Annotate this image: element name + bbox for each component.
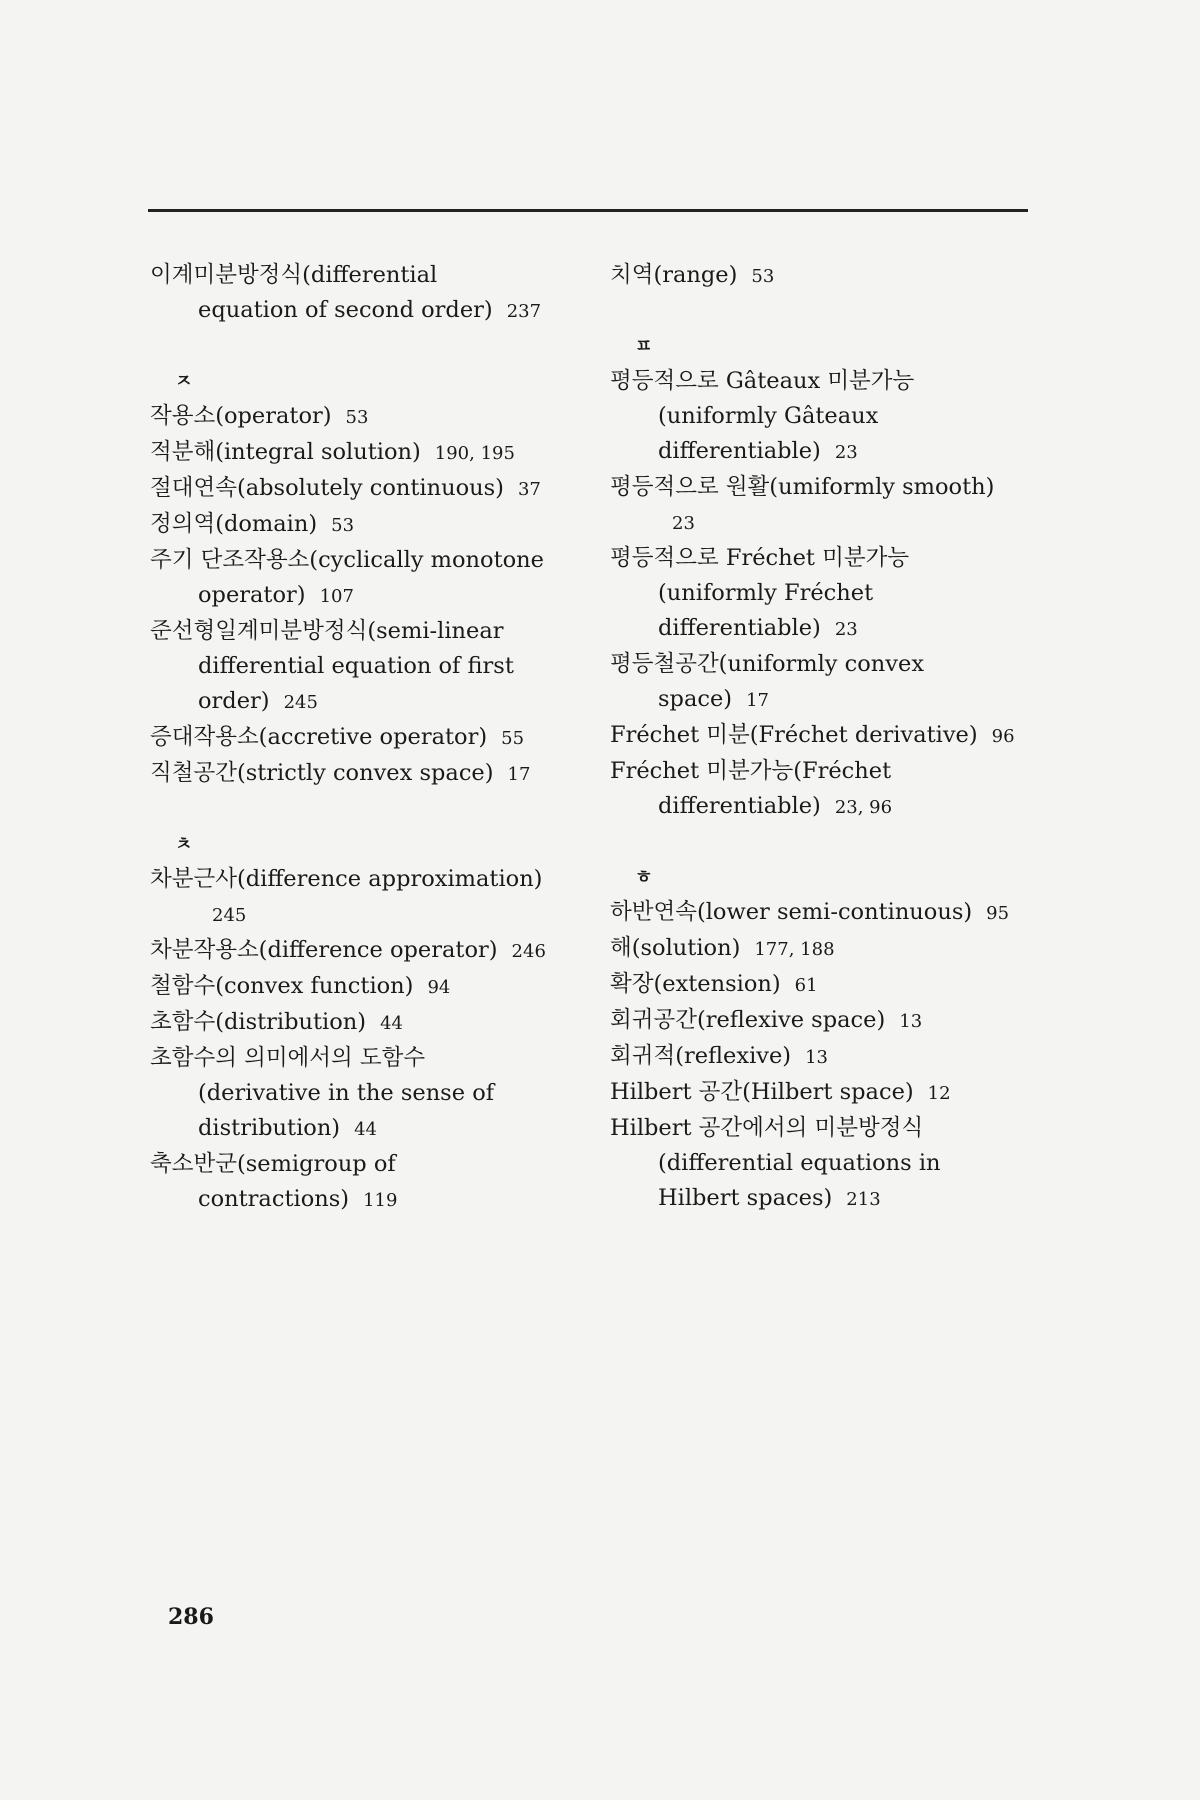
entry-term: 이계미분방정식(differential: [150, 262, 438, 288]
entry-term: 차분작용소(difference operator): [150, 937, 498, 963]
entry-page-ref: 23: [834, 619, 858, 640]
entry-term: 준선형일계미분방정식(semi-linear: [150, 618, 504, 644]
entry-term-continuation: differentiable) 23: [658, 615, 858, 641]
section-heading-j: ㅈ: [175, 371, 193, 392]
entry-term: 철함수(convex function): [150, 973, 414, 999]
entries-top-right: [610, 258, 1050, 294]
entry-term: 직철공간(strictly convex space): [150, 760, 494, 786]
entry-term-continuation: differential equation of first: [198, 653, 514, 679]
entry-page-ref: 96: [991, 726, 1015, 747]
entry-page-ref: 245: [212, 905, 247, 926]
index-entry: [150, 614, 590, 720]
header-rule: [148, 209, 1028, 212]
entry-term-continuation: space) 17: [658, 686, 769, 712]
entry-term: 적분해(integral solution): [150, 439, 421, 465]
index-entry: [150, 1005, 590, 1041]
entry-term: 확장(extension): [610, 971, 781, 997]
index-entry: [150, 862, 590, 933]
index-column-left: [150, 258, 590, 1218]
entry-term: Fréchet 미분(Fréchet derivative): [610, 722, 978, 748]
index-entry: [150, 399, 590, 435]
entry-term: 작용소(operator): [150, 403, 332, 429]
index-entry: [610, 1003, 1050, 1039]
entry-term: Hilbert 공간(Hilbert space): [610, 1079, 914, 1105]
index-entry: [150, 933, 590, 969]
entry-term-continuation: differentiable) 23: [658, 438, 858, 464]
entry-page-ref: 245: [283, 692, 318, 713]
entry-term-continuation: (differential equations in: [658, 1150, 941, 1176]
spacer: [150, 329, 590, 364]
entry-term-continuation: [610, 505, 1050, 541]
entry-page-ref: 13: [899, 1011, 923, 1032]
index-entry: [150, 471, 590, 507]
index-entry: [150, 720, 590, 756]
entry-page-ref: 23: [834, 442, 858, 463]
entry-term-continuation: order) 245: [198, 688, 318, 714]
index-entry: [150, 435, 590, 471]
spacer: [150, 792, 590, 827]
entry-page-ref: 12: [927, 1083, 951, 1104]
index-entry: [610, 1039, 1050, 1075]
index-entry: [610, 718, 1050, 754]
entry-page-ref: 23, 96: [834, 797, 893, 818]
index-entry: [150, 969, 590, 1005]
entry-term: 회귀적(reflexive): [610, 1043, 792, 1069]
entry-term: 평등적으로 원활(umiformly smooth): [610, 474, 995, 500]
entry-page-ref: 95: [986, 903, 1010, 924]
index-entry: [610, 541, 1050, 647]
entry-term: Hilbert 공간에서의 미분방정식: [610, 1115, 924, 1141]
entry-term: 하반연속(lower semi-continuous): [610, 899, 973, 925]
entry-page-ref: 119: [363, 1190, 398, 1211]
entry-term-continuation: Hilbert spaces) 213: [658, 1185, 881, 1211]
index-entry: [610, 1075, 1050, 1111]
entry-term: 초함수의 의미에서의 도함수: [150, 1045, 426, 1071]
entry-page-ref: 53: [331, 515, 355, 536]
entry-page-ref: 94: [427, 977, 451, 998]
spacer: [610, 825, 1050, 860]
entry-page-ref: 37: [517, 479, 541, 500]
entry-page-ref: 53: [751, 266, 775, 287]
entry-term-continuation: (derivative in the sense of: [198, 1080, 495, 1106]
entry-term: 평등적으로 Fréchet 미분가능: [610, 545, 910, 571]
entry-page-ref: 213: [846, 1189, 881, 1210]
entry-page-ref: 53: [345, 407, 369, 428]
spacer: [610, 294, 1050, 329]
index-entry: [610, 754, 1050, 825]
entry-term-continuation: equation of second order) 237: [198, 297, 542, 323]
index-entry: [150, 507, 590, 543]
entry-page-ref: 17: [746, 690, 769, 711]
entry-page-ref: 246: [511, 941, 546, 962]
section-heading-h: ㅎ: [635, 867, 653, 888]
entries-j: [150, 399, 590, 792]
entry-page-ref: 23: [672, 513, 695, 534]
entry-page-ref: 61: [794, 975, 818, 996]
entry-page-ref: 177, 188: [754, 939, 835, 960]
entry-page-ref: 237: [506, 301, 542, 322]
index-entry: [150, 258, 590, 329]
entry-term: 초함수(distribution): [150, 1009, 367, 1035]
entry-term: 축소반군(semigroup of: [150, 1151, 396, 1177]
entry-page-ref: 107: [319, 586, 354, 607]
entry-term: 해(solution): [610, 935, 741, 961]
index-entry: [610, 931, 1050, 967]
entry-term-continuation: (uniformly Gâteaux: [658, 403, 879, 429]
entry-term-continuation: distribution) 44: [198, 1115, 377, 1141]
entry-term: 평등적으로 Gâteaux 미분가능: [610, 368, 915, 394]
entry-term: 평등철공간(uniformly convex: [610, 651, 925, 677]
entry-term-continuation: [150, 897, 590, 933]
entry-term: 치역(range): [610, 262, 738, 288]
entry-term: Fréchet 미분가능(Fréchet: [610, 758, 892, 784]
index-entry: [610, 895, 1050, 931]
index-entry: [610, 364, 1050, 470]
entry-term: 차분근사(difference approximation): [150, 866, 543, 892]
index-entry: [150, 543, 590, 614]
index-column-right: [610, 258, 1050, 1217]
index-entry: [150, 1147, 590, 1218]
entry-page-ref: 44: [380, 1013, 403, 1034]
entry-page-ref: 190, 195: [434, 443, 515, 464]
section-heading-ch: ㅊ: [175, 834, 193, 855]
entry-page-ref: 13: [805, 1047, 828, 1068]
index-entry: [150, 756, 590, 792]
entry-term: 정의역(domain): [150, 511, 318, 537]
entry-term: 절대연속(absolutely continuous): [150, 475, 504, 501]
index-entry: [610, 647, 1050, 718]
entry-term-continuation: (uniformly Fréchet: [658, 580, 874, 606]
entries-p: [610, 364, 1050, 825]
index-entry: [610, 967, 1050, 1003]
entry-term-continuation: contractions) 119: [198, 1186, 398, 1212]
index-entry: [610, 470, 1050, 541]
index-entry: [150, 1041, 590, 1147]
entry-page-ref: 55: [501, 728, 525, 749]
entries-ch: [150, 862, 590, 1218]
entry-term: 회귀공간(reflexive space): [610, 1007, 886, 1033]
index-entry: [610, 258, 1050, 294]
entry-term-continuation: differentiable) 23, 96: [658, 793, 893, 819]
index-entry: [610, 1111, 1050, 1217]
entry-term: 증대작용소(accretive operator): [150, 724, 488, 750]
entries-h: [610, 895, 1050, 1217]
entry-page-ref: 44: [354, 1119, 377, 1140]
entry-term: 주기 단조작용소(cyclically monotone: [150, 547, 544, 573]
page-number: 286: [168, 1604, 214, 1630]
entries-top-left: [150, 258, 590, 329]
section-heading-p: ㅍ: [635, 336, 653, 357]
entry-term-continuation: operator) 107: [198, 582, 354, 608]
entry-page-ref: 17: [507, 764, 531, 785]
